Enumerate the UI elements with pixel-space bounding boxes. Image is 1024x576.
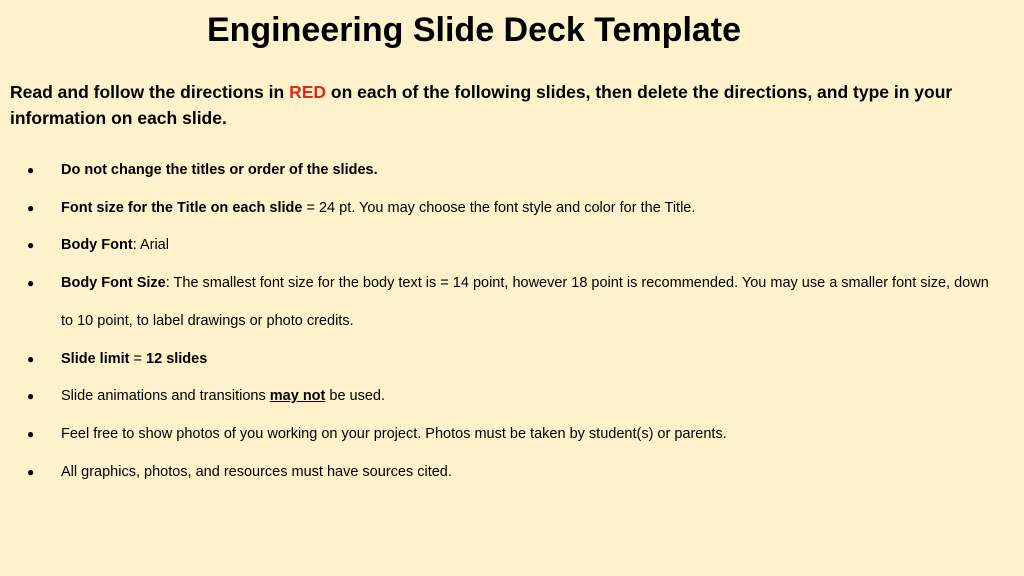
list-item: [0, 416, 1024, 454]
bullet-text: = 24 pt. You may choose the font style and color for the Title.: [302, 199, 696, 216]
bullet-bold-text: Font size for the Title on each slide: [61, 199, 303, 216]
bullet-bold-underline-text: may not: [269, 388, 326, 405]
bullet-icon: ●: [27, 163, 35, 177]
bullet-text: Slide animations and transitions: [61, 388, 270, 405]
intro-red-word: RED: [289, 82, 327, 102]
list-item: [0, 378, 1024, 416]
bullet-icon: ●: [27, 426, 35, 441]
intro-text-after: on each of the following slides, then delete the directions, and type in your information on each slide.: [10, 82, 953, 128]
bullet-icon: ●: [27, 238, 35, 253]
bullet-bold-text: Slide limit: [61, 350, 130, 367]
bullet-bold-text-2: 12 slides: [146, 350, 208, 367]
list-item: [0, 265, 1024, 340]
bullet-text: All graphics, photos, and resources must have sources cited.: [61, 463, 452, 480]
bullet-icon: ●: [27, 464, 35, 479]
list-item: [0, 454, 1024, 492]
bullet-bold-text: Do not change the titles or order of the slides.: [61, 162, 378, 178]
intro-paragraph: [10, 79, 1010, 131]
bullet-bold-text: Body Font: [61, 237, 133, 254]
bullet-text: =: [129, 350, 147, 367]
bullet-icon: ●: [27, 200, 35, 215]
bullet-bold-text: Body Font Size: [61, 275, 166, 292]
list-item: [0, 227, 1024, 265]
bullet-text: Feel free to show photos of you working on your project. Photos must be taken by student(s) or parents.: [61, 425, 727, 442]
list-item: [0, 190, 1024, 228]
bullet-icon: ●: [27, 351, 35, 366]
list-item: [0, 341, 1024, 379]
bullet-text: : The smallest font size for the body text is = 14 point, however 18 point is recommended. You may use a smaller font size, down to 10 point, to label drawings or photo credits.: [61, 275, 989, 329]
directions-list: [0, 152, 1024, 491]
slide-title: Engineering Slide Deck Template: [206, 11, 742, 49]
bullet-icon: ●: [27, 276, 35, 291]
bullet-text-2: be used.: [325, 388, 386, 405]
intro-text-before: Read and follow the directions in: [10, 82, 290, 102]
list-item: [0, 152, 1024, 190]
bullet-icon: ●: [27, 389, 35, 404]
bullet-text: : Arial: [132, 237, 169, 254]
